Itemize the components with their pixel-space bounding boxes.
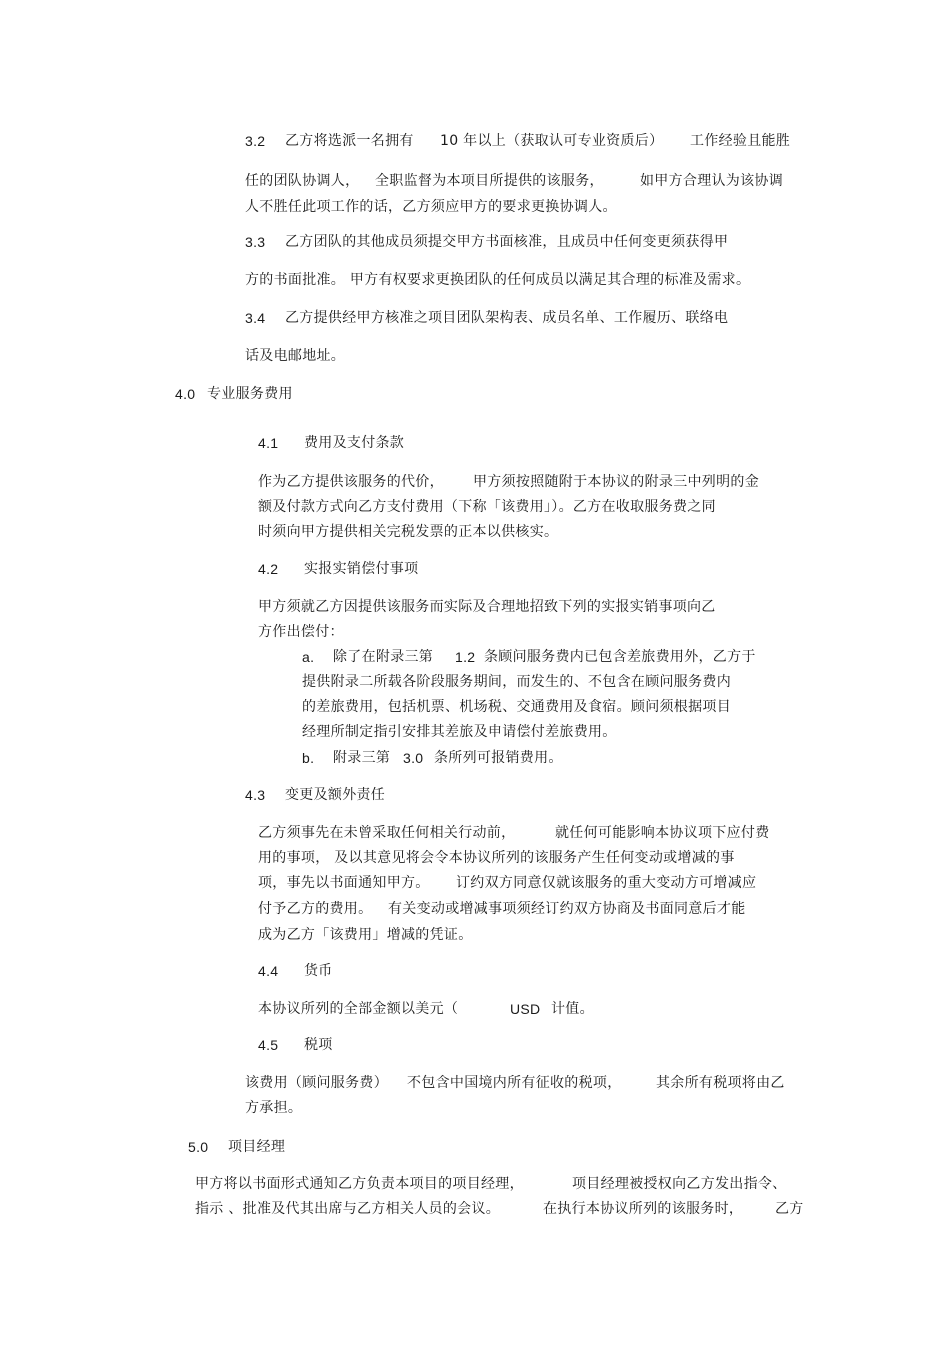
paragraph-line: 全职监督为本项目所提供的该服务， (375, 173, 604, 189)
paragraph-line: 话及电邮地址。 (245, 348, 346, 364)
list-item-line: 的差旅费用，包括机票、机场税、交通费用及食宿。顾问须根据项目 (302, 699, 731, 715)
section-heading: 专业服务费用 (207, 386, 293, 402)
section-heading: 项目经理 (228, 1139, 286, 1155)
list-item-line: 经理所制定指引安排其差旅及申请偿付差旅费用。 (302, 724, 617, 740)
paragraph-line: 如甲方合理认为该协调 (640, 173, 783, 189)
subsection-title: 费用及支付条款 (304, 435, 405, 451)
paragraph-line: 10 年以上（获取认可专业资质后） (440, 133, 664, 149)
paragraph-line: 任的团队协调人， (245, 173, 360, 189)
paragraph-line: 用的事项， 及以其意见将会令本协议所列的该服务产生任何变动或增减的事 (258, 850, 735, 866)
subsection-number: 4.4 (258, 963, 279, 979)
list-item-label: b. (302, 750, 315, 766)
paragraph-line: 乙方须事先在未曾采取任何相关行动前， (258, 825, 516, 841)
section-number: 3.2 (245, 133, 266, 149)
paragraph-line: 项目经理被授权向乙方发出指令、 (572, 1176, 787, 1192)
paragraph-line: 项，事先以书面通知甲方。 (258, 875, 430, 891)
paragraph-line: 人不胜任此项工作的话，乙方须应甲方的要求更换协调人。 (245, 199, 617, 215)
paragraph-line: 本协议所列的全部金额以美元（ (258, 1001, 459, 1017)
subsection-title: 变更及额外责任 (285, 787, 386, 803)
section-number: 3.3 (245, 234, 266, 250)
paragraph-line: 就任何可能影响本协议项下应付费 (555, 825, 770, 841)
paragraph-line: 方作出偿付： (258, 624, 344, 640)
subsection-title: 货币 (304, 963, 333, 979)
section-heading-number: 4.0 (175, 386, 196, 402)
paragraph-line: 作为乙方提供该服务的代价， (258, 474, 444, 490)
list-item-line: 附录三第 (333, 750, 391, 766)
subsection-number: 4.5 (258, 1037, 279, 1053)
section-heading-number: 5.0 (188, 1139, 209, 1155)
list-item-line: 除了在附录三第 (333, 649, 434, 665)
subsection-title: 税项 (304, 1037, 333, 1053)
paragraph-line: 不包含中国境内所有征收的税项， (407, 1075, 622, 1091)
list-item-line: 1.2 (455, 649, 476, 665)
subsection-number: 4.3 (245, 787, 266, 803)
paragraph-line: 工作经验且能胜 (690, 133, 791, 149)
list-item-line: 3.0 (403, 750, 424, 766)
paragraph-line: 有关变动或增减事项须经订约双方协商及书面同意后才能 (388, 901, 746, 917)
section-number: 3.4 (245, 310, 266, 326)
paragraph-line: 甲方将以书面形式通知乙方负责本项目的项目经理， (195, 1176, 524, 1192)
subsection-number: 4.2 (258, 561, 279, 577)
paragraph-line: 甲方须按照随附于本协议的附录三中列明的金 (473, 474, 759, 490)
list-item-label: a. (302, 649, 315, 665)
paragraph-line: 方承担。 (245, 1100, 303, 1116)
paragraph-line: 付予乙方的费用。 (258, 901, 373, 917)
paragraph-line: USD (510, 1001, 541, 1017)
paragraph-line: 订约双方同意仅就该服务的重大变动方可增减应 (456, 875, 757, 891)
subsection-number: 4.1 (258, 435, 279, 451)
paragraph-line: 乙方团队的其他成员须提交甲方书面核准，且成员中任何变更须获得甲 (285, 234, 729, 250)
paragraph-line: 乙方将选派一名拥有 (285, 133, 414, 149)
paragraph-line: 指示 、批准及代其出席与乙方相关人员的会议。 (195, 1201, 501, 1217)
paragraph-line: 在执行本协议所列的该服务时， (543, 1201, 744, 1217)
list-item-line: 条所列可报销费用。 (434, 750, 563, 766)
paragraph-line: 时须向甲方提供相关完税发票的正本以供核实。 (258, 524, 559, 540)
paragraph-line: 乙方 (775, 1201, 804, 1217)
list-item-line: 提供附录二所载各阶段服务期间，而发生的、不包含在顾问服务费内 (302, 674, 731, 690)
paragraph-line: 成为乙方「该费用」增减的凭证。 (258, 927, 473, 943)
paragraph-line: 计值。 (551, 1001, 594, 1017)
paragraph-line: 乙方提供经甲方核准之项目团队架构表、成员名单、工作履历、联络电 (285, 310, 729, 326)
paragraph-line: 甲方须就乙方因提供该服务而实际及合理地招致下列的实报实销事项向乙 (258, 599, 716, 615)
paragraph-line: 额及付款方式向乙方支付费用（下称「该费用」）。乙方在收取服务费之同 (258, 499, 716, 515)
paragraph-line: 该费用（顾问服务费） (245, 1075, 388, 1091)
paragraph-line: 方的书面批准。 甲方有权要求更换团队的任何成员以满足其合理的标准及需求。 (245, 272, 751, 288)
paragraph-line: 其余所有税项将由乙 (656, 1075, 785, 1091)
subsection-title: 实报实销偿付事项 (304, 561, 419, 577)
list-item-line: 条顾问服务费内已包含差旅费用外，乙方于 (484, 649, 756, 665)
